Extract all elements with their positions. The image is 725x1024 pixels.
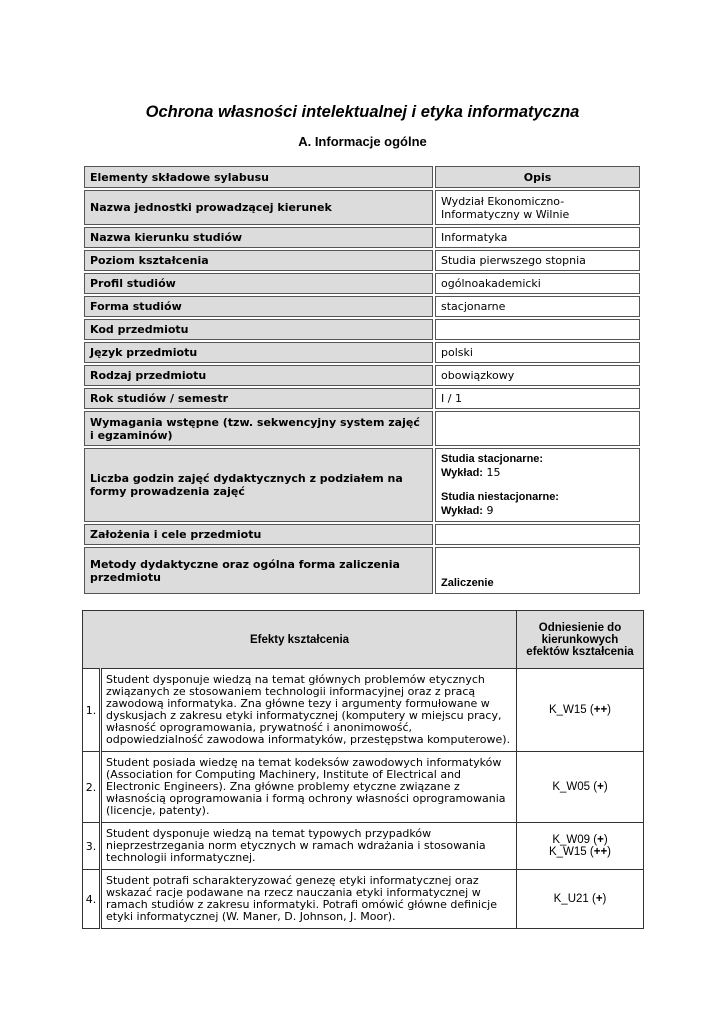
row-label: Forma studiów bbox=[84, 296, 433, 317]
ref-mark: + bbox=[597, 781, 604, 793]
ref-end: ) bbox=[603, 834, 608, 846]
ref-code: K_W05 ( bbox=[552, 781, 598, 793]
outcome-number: 3. bbox=[83, 823, 101, 870]
ref-code: K_U21 ( bbox=[553, 893, 596, 905]
page-title: Ochrona własności intelektualnej i etyka informatyczna bbox=[145, 103, 580, 121]
row-value: Zaliczenie bbox=[435, 547, 640, 594]
table-row bbox=[83, 823, 644, 870]
outcome-reference bbox=[517, 669, 644, 752]
hours-lecture-value: 15 bbox=[486, 466, 501, 479]
outcome-text: Student posiada wiedzę na temat kodeksów zawodowych informatyków (Association for Computing Machinery, Institute of Electrical and Electronic Engineers). Zna główne problemy etyczne związane z własnością oprogramowania i formą ochrony własności oprogramowania (licencje, patenty). bbox=[101, 752, 517, 823]
row-label: Metody dydaktyczne oraz ogólna forma zaliczenia przedmiotu bbox=[84, 547, 433, 594]
hours-lecture-label: Wykład: bbox=[441, 467, 483, 479]
syllabus-header-right: Opis bbox=[435, 166, 640, 188]
row-value bbox=[435, 411, 640, 446]
row-label: Profil studiów bbox=[84, 273, 433, 294]
outcome-number: 1. bbox=[83, 669, 101, 752]
row-label: Poziom kształcenia bbox=[84, 250, 433, 271]
row-value: Informatyka bbox=[435, 227, 640, 248]
ref-code: K_W15 ( bbox=[548, 704, 594, 716]
row-value: I / 1 bbox=[435, 388, 640, 409]
row-label: Wymagania wstępne (tzw. sekwencyjny system zajęć i egzaminów) bbox=[84, 411, 433, 446]
ref-mark: + bbox=[595, 893, 603, 905]
outcome-text: Student dysponuje wiedzą na temat typowych przypadków nieprzestrzegania norm etycznych w ramach wdrażania i stosowania technologii informatycznej. bbox=[101, 823, 517, 870]
table-row bbox=[83, 669, 644, 752]
outcomes-table bbox=[82, 610, 644, 929]
row-label: Kod przedmiotu bbox=[84, 319, 433, 340]
ref-mark: ++ bbox=[593, 704, 608, 716]
row-value bbox=[435, 319, 640, 340]
row-label: Nazwa kierunku studiów bbox=[84, 227, 433, 248]
row-value: stacjonarne bbox=[435, 296, 640, 317]
ref-code: K_W09 ( bbox=[552, 834, 598, 846]
row-value: Studia pierwszego stopnia bbox=[435, 250, 640, 271]
ref-end: ) bbox=[603, 781, 608, 793]
hours-lecture-value: 9 bbox=[486, 504, 494, 517]
hours-nonstationary-label: Studia niestacjonarne: bbox=[441, 491, 559, 503]
table-row bbox=[83, 870, 644, 929]
ref-code: K_W15 ( bbox=[548, 846, 594, 858]
outcome-text: Student dysponuje wiedzą na temat głównych problemów etycznych związanych ze stosowaniem technologii informacyjnej oraz z pracą zawodową informatyka. Zna główne tezy i argumenty formułowane w dyskusjach z zakresu etyki informatycznej (komputery w miejscu pracy, własność oprogramowania, prywatność i anonimowość, odpowiedzialność zawodowa informatyków, przestępstwa komputerowe). bbox=[101, 669, 517, 752]
syllabus-header-left: Elementy składowe sylabusu bbox=[84, 166, 433, 188]
row-label: Liczba godzin zajęć dydaktycznych z podziałem na formy prowadzenia zajęć bbox=[84, 448, 433, 522]
row-value bbox=[435, 524, 640, 545]
row-label: Nazwa jednostki prowadzącej kierunek bbox=[84, 190, 433, 225]
outcome-reference bbox=[517, 752, 644, 823]
outcomes-header-right: Odniesienie do kierunkowych efektów kształcenia bbox=[517, 611, 644, 669]
outcome-text: Student potrafi scharakteryzować genezę etyki informatycznej oraz wskazać racje podawane na rzecz nauczania etyki informatycznej w ramach studiów z zakresu informatyki. Potrafi omówić główne definicje etyki informatycznej (W. Maner, D. Johnson, J. Moor). bbox=[101, 870, 517, 929]
hours-cell bbox=[435, 448, 640, 522]
hours-stationary-label: Studia stacjonarne: bbox=[441, 453, 544, 465]
outcome-reference bbox=[517, 823, 644, 870]
ref-mark: ++ bbox=[593, 846, 608, 858]
syllabus-table bbox=[84, 166, 640, 596]
row-value: polski bbox=[435, 342, 640, 363]
ref-end: ) bbox=[607, 846, 612, 858]
row-label: Język przedmiotu bbox=[84, 342, 433, 363]
row-label: Założenia i cele przedmiotu bbox=[84, 524, 433, 545]
outcome-number: 2. bbox=[83, 752, 101, 823]
outcomes-header-left: Efekty kształcenia bbox=[83, 611, 517, 669]
table-row bbox=[83, 752, 644, 823]
ref-mark: + bbox=[597, 834, 604, 846]
outcome-number: 4. bbox=[83, 870, 101, 929]
section-title: A. Informacje ogólne bbox=[298, 134, 427, 149]
row-value: Wydział Ekonomiczno-Informatyczny w Wilnie bbox=[435, 190, 640, 225]
ref-end: ) bbox=[602, 893, 607, 905]
row-label: Rok studiów / semestr bbox=[84, 388, 433, 409]
ref-end: ) bbox=[607, 704, 612, 716]
row-value: ogólnoakademicki bbox=[435, 273, 640, 294]
outcome-reference bbox=[517, 870, 644, 929]
hours-lecture-label: Wykład: bbox=[441, 505, 483, 517]
row-label: Rodzaj przedmiotu bbox=[84, 365, 433, 386]
row-value: obowiązkowy bbox=[435, 365, 640, 386]
